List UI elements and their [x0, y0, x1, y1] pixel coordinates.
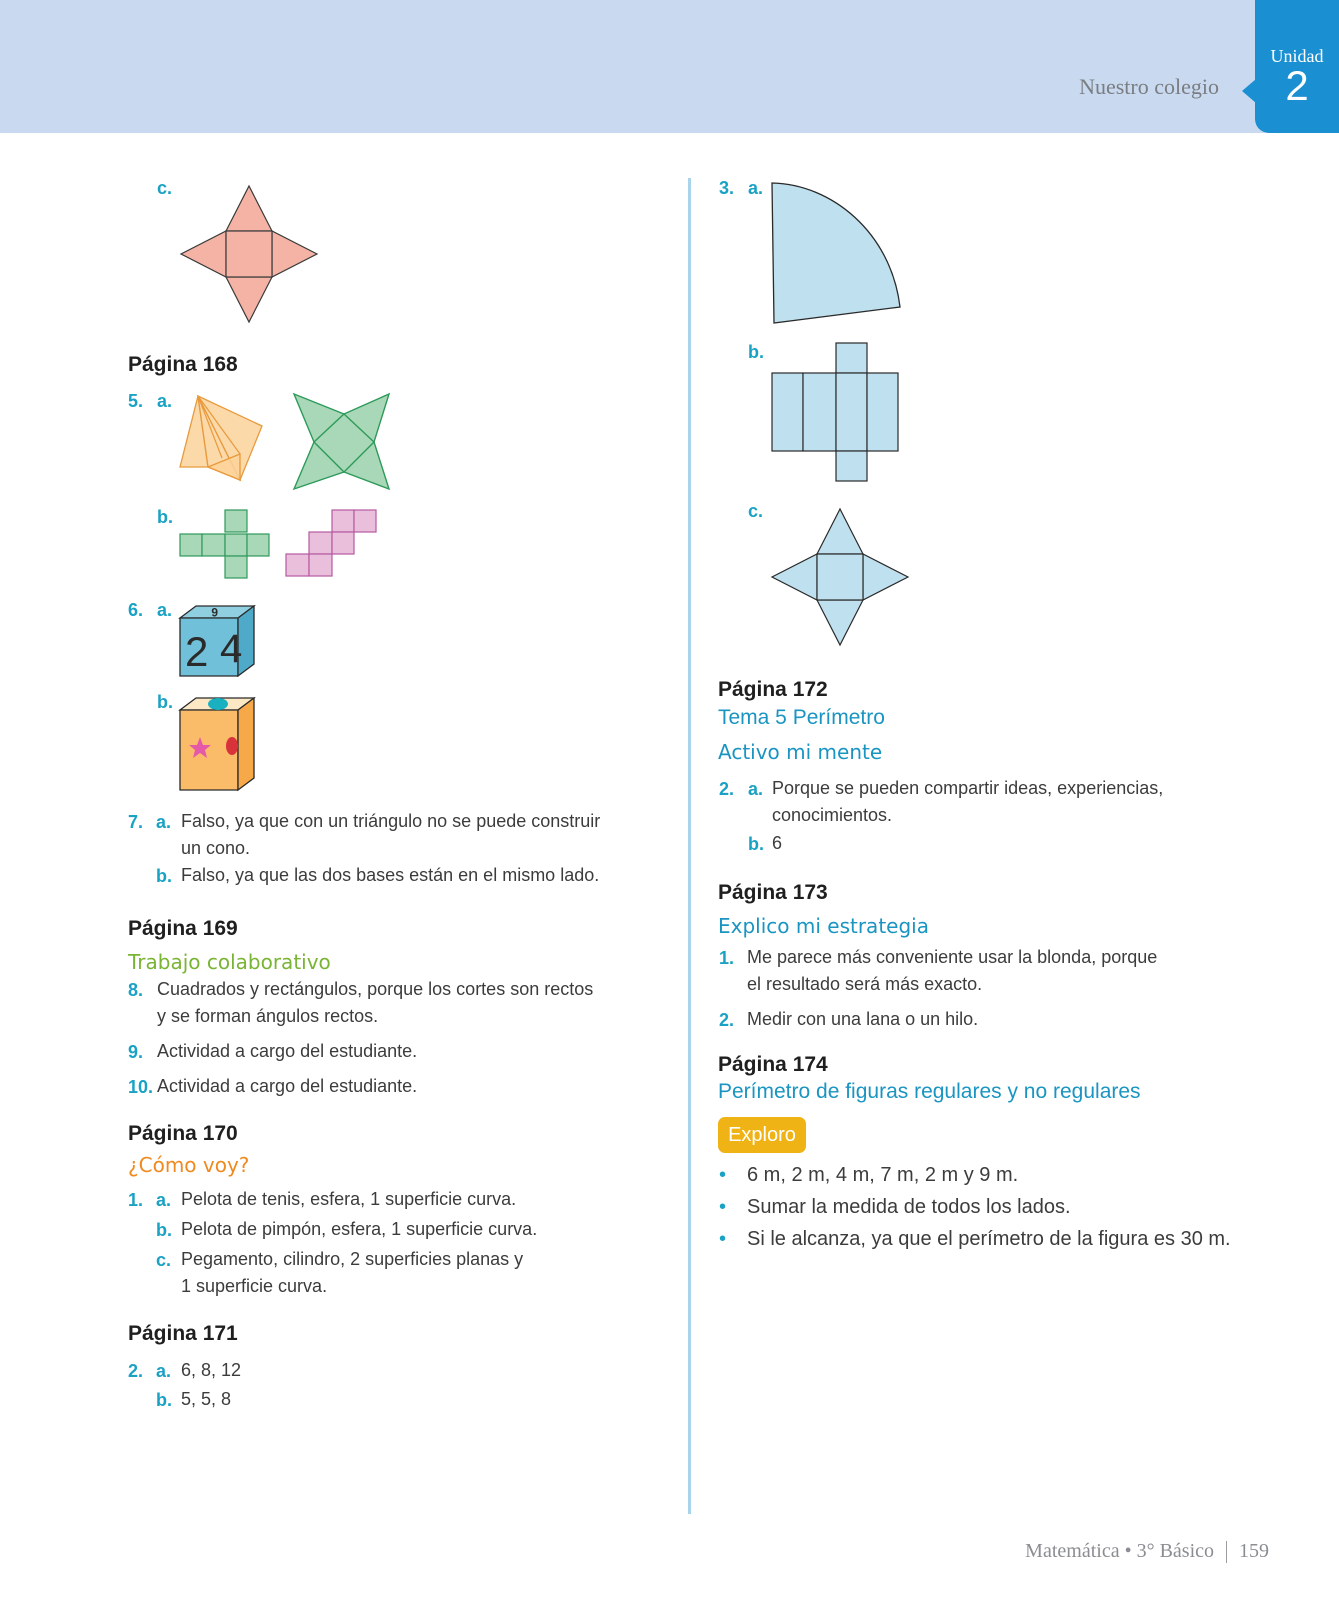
q5-number: 5.	[128, 391, 144, 411]
section-trabajo-colaborativo: Trabajo colaborativo	[128, 950, 331, 974]
q2a-label-p171: a.	[156, 1361, 172, 1381]
bullet-item-3: Si le alcanza, ya que el perímetro de la figura es 30 m.	[747, 1228, 1231, 1250]
q2-number-p173: 2.	[719, 1010, 735, 1030]
q7b-label: b.	[156, 866, 172, 886]
rectangular-prism-net-blue	[772, 343, 900, 485]
unit-number: 2	[1285, 62, 1309, 109]
q6a-label: a.	[157, 600, 173, 620]
unit-label: Unidad	[1270, 46, 1324, 66]
q2b-label-p171: b.	[156, 1390, 172, 1410]
footer-page-number: 159	[1239, 1540, 1269, 1562]
bullet-item-1: 6 m, 2 m, 4 m, 7 m, 2 m y 9 m.	[747, 1164, 1019, 1186]
q5a-label: a.	[157, 391, 173, 411]
chapter-title: Nuestro colegio	[1079, 74, 1219, 99]
dice-cube-blue	[180, 604, 256, 676]
q2a-text-line2-p172: conocimientos.	[772, 805, 893, 825]
explore-badge: Explorо	[718, 1117, 806, 1153]
circle-sector-net-blue	[771, 182, 907, 326]
q2-number-p171: 2.	[128, 1361, 144, 1381]
bullet-marker-1: •	[719, 1164, 727, 1186]
square-pyramid-net-green	[294, 394, 394, 494]
q1b-label-p170: b.	[156, 1220, 172, 1240]
footer-book-title: Matemática • 3° Básico	[1025, 1540, 1214, 1562]
q8-text-line1: Cuadrados y rectángulos, porque los cortes son rectos	[157, 979, 594, 999]
q2a-text-p171: 6, 8, 12	[181, 1360, 242, 1380]
dice-right-digit: 4	[220, 627, 243, 671]
q1a-text-p170: Pelota de tenis, esfera, 1 superficie curva.	[181, 1189, 517, 1209]
q10-text: Actividad a cargo del estudiante.	[157, 1076, 418, 1096]
theme-title: Tema 5 Perímetro	[718, 706, 885, 729]
q3-number: 3.	[719, 178, 735, 198]
cube-net-cross-green	[180, 510, 272, 580]
q2b-label-p172: b.	[748, 834, 764, 854]
q3a-label: a.	[748, 178, 764, 198]
footer-separator	[1226, 1541, 1227, 1563]
prism-box-orange	[180, 696, 256, 792]
page-168-heading: Página 168	[128, 353, 238, 376]
q1-number-p170: 1.	[128, 1190, 144, 1210]
q5b-label: b.	[157, 507, 173, 527]
q7a-label: a.	[156, 812, 172, 832]
q7a-text-line2: un cono.	[181, 838, 251, 858]
q9-number: 9.	[128, 1042, 144, 1062]
q1c-text-line1-p170: Pegamento, cilindro, 2 superficies planas y	[181, 1249, 524, 1269]
q1-number-p173: 1.	[719, 948, 735, 968]
item-c-label: c.	[157, 178, 173, 198]
q3c-label: c.	[748, 501, 764, 521]
q6b-label: b.	[157, 692, 173, 712]
q1c-label-p170: c.	[156, 1250, 172, 1270]
q1c-text-line2-p170: 1 superficie curva.	[181, 1276, 328, 1296]
q2-text-p173: Medir con una lana o un hilo.	[747, 1009, 979, 1029]
page-171-heading: Página 171	[128, 1322, 238, 1345]
page-footer	[1025, 1540, 1269, 1563]
column-divider	[688, 178, 691, 1514]
q7-number: 7.	[128, 812, 144, 832]
page-174-heading: Página 174	[718, 1053, 828, 1076]
q2-number-p172: 2.	[719, 779, 735, 799]
q2a-text-line1-p172: Porque se pueden compartir ideas, experiencias,	[772, 778, 1164, 798]
q1a-label-p170: a.	[156, 1190, 172, 1210]
header-band	[0, 0, 1339, 133]
q8-text-line2: y se forman ángulos rectos.	[157, 1006, 379, 1026]
section-explico-mi-estrategia: Explico mi estrategia	[718, 914, 929, 938]
q7a-text-line1: Falso, ya que con un triángulo no se puede construir	[181, 811, 601, 831]
q7b-text: Falso, ya que las dos bases están en el mismo lado.	[181, 865, 600, 885]
bullet-marker-3: •	[719, 1228, 727, 1250]
q3b-label: b.	[748, 342, 764, 362]
q2b-text-p171: 5, 5, 8	[181, 1389, 232, 1409]
q6-number: 6.	[128, 600, 144, 620]
q1-text-line2-p173: el resultado será más exacto.	[747, 974, 983, 994]
square-pyramid-net-blue	[771, 508, 911, 648]
section-como-voy: ¿Cómo voy?	[128, 1153, 250, 1177]
q10-number: 10.	[128, 1077, 154, 1097]
pyramid-3d-orange	[180, 392, 270, 492]
page-174-subtitle: Perímetro de figuras regulares y no regulares	[718, 1080, 1141, 1103]
q2b-text-p172: 6	[772, 833, 783, 853]
q9-text: Actividad a cargo del estudiante.	[157, 1041, 418, 1061]
section-activo-mi-mente: Activo mi mente	[718, 740, 883, 764]
page-173-heading: Página 173	[718, 881, 828, 904]
bullet-item-2: Sumar la medida de todos los lados.	[747, 1196, 1071, 1218]
q1-text-line1-p173: Me parece más conveniente usar la blonda, porque	[747, 947, 1158, 967]
cube-net-stair-pink	[286, 510, 378, 580]
bullet-marker-2: •	[719, 1196, 727, 1218]
q8-number: 8.	[128, 980, 144, 1000]
dice-left-digit: 2	[185, 628, 209, 675]
q2a-label-p172: a.	[748, 779, 764, 799]
dice-top-digit: 6	[211, 605, 218, 619]
page-169-heading: Página 169	[128, 917, 238, 940]
q1b-text-p170: Pelota de pimpón, esfera, 1 superficie curva.	[181, 1219, 538, 1239]
page-172-heading: Página 172	[718, 678, 828, 701]
unit-tab-notch	[1242, 79, 1256, 103]
page-170-heading: Página 170	[128, 1122, 238, 1145]
square-pyramid-net-salmon	[180, 185, 320, 325]
